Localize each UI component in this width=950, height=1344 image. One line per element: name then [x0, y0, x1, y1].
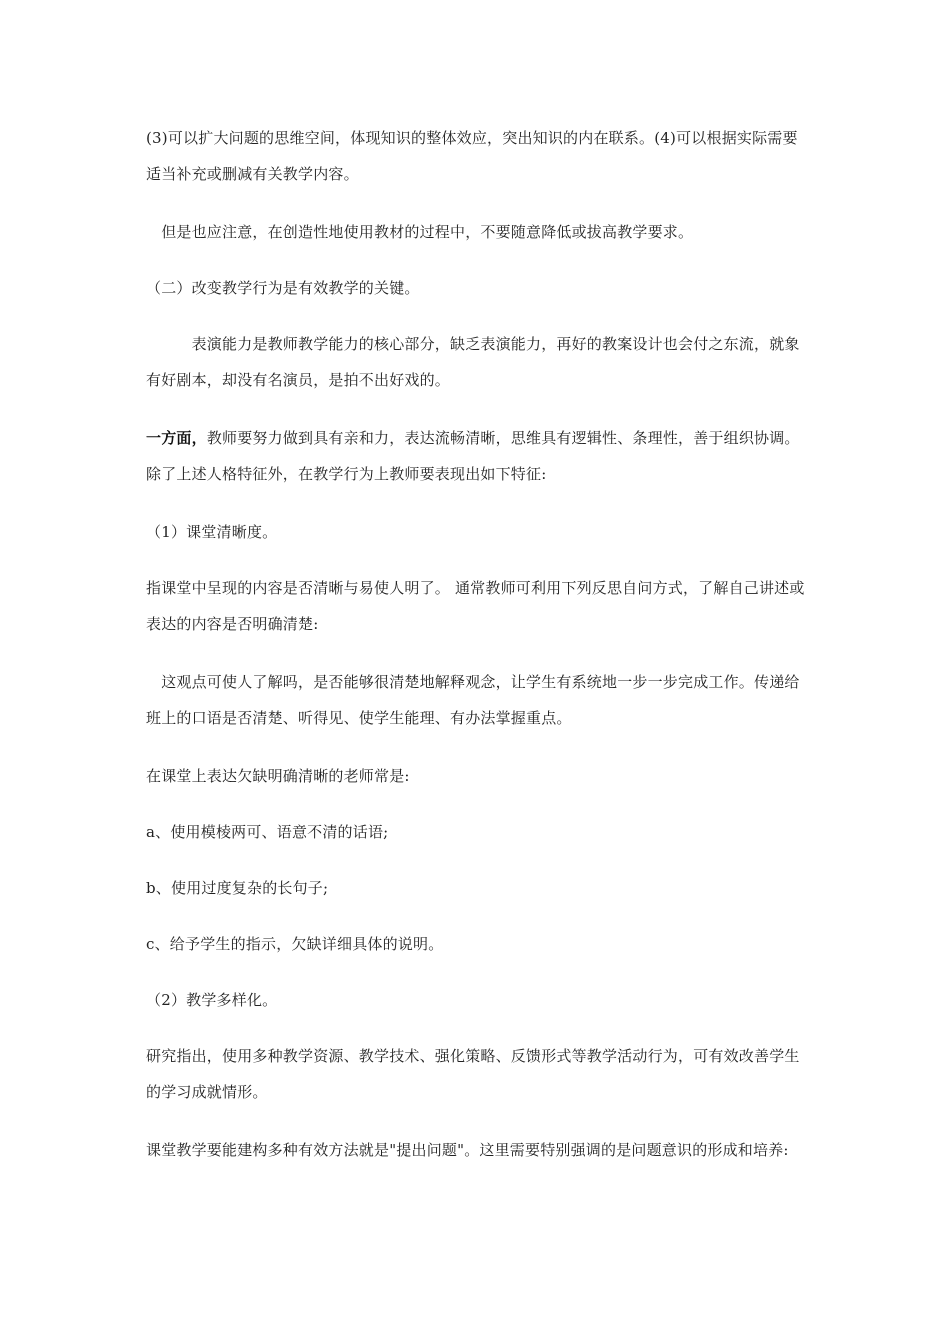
- paragraph-self-questions: 这观点可使人了解吗，是否能够很清楚地解释观念，让学生有系统地一步一步完成工作。传递给班上的口语是否清楚、听得见、使学生能理、有办法掌握重点。: [146, 673, 800, 727]
- paragraph-body: 教师要努力做到具有亲和力，表达流畅清晰，思维具有逻辑性、条理性，善于组织协调。除了上述人格特征外，在教学行为上教师要表现出如下特征:: [146, 429, 800, 483]
- paragraph-caution: 但是也应注意，在创造性地使用教材的过程中，不要随意降低或拔高教学要求。: [146, 223, 694, 241]
- list-item-a: a、使用模棱两可、语意不清的话语;: [146, 823, 389, 841]
- subheading-clarity: （1）课堂清晰度。: [146, 523, 278, 541]
- paragraph-on-one-hand: [146, 420, 808, 492]
- paragraph-lead-bold: 一方面，: [146, 429, 207, 447]
- paragraph-clarity-definition: 指课堂中呈现的内容是否清晰与易使人明了。 通常教师可利用下列反思自问方式，了解自己讲述或表达的内容是否明确清楚:: [146, 579, 805, 633]
- paragraph-asking-questions: 课堂教学要能建构多种有效方法就是"提出问题"。这里需要特别强调的是问题意识的形成和培养:: [146, 1141, 789, 1159]
- section-heading-teaching-behavior: （二）改变教学行为是有效教学的关键。: [146, 279, 420, 297]
- paragraph-unclear-teachers: 在课堂上表达欠缺明确清晰的老师常是:: [146, 767, 410, 785]
- paragraph-research-findings: 研究指出，使用多种教学资源、教学技术、强化策略、反馈形式等教学活动行为，可有效改善学生的学习成就情形。: [146, 1047, 800, 1101]
- list-item-b: b、使用过度复杂的长句子;: [146, 879, 329, 897]
- paragraph-innovation-benefits: (3)可以扩大问题的思维空间，体现知识的整体效应，突出知识的内在联系。(4)可以根据实际需要适当补充或删减有关教学内容。: [146, 129, 798, 183]
- list-item-c: c、给予学生的指示，欠缺详细具体的说明。: [146, 935, 444, 953]
- paragraph-performance-ability: 表演能力是教师教学能力的核心部分，缺乏表演能力，再好的教案设计也会付之东流，就象有好剧本，却没有名演员，是拍不出好戏的。: [146, 335, 800, 389]
- subheading-diversity: （2）教学多样化。: [146, 991, 278, 1009]
